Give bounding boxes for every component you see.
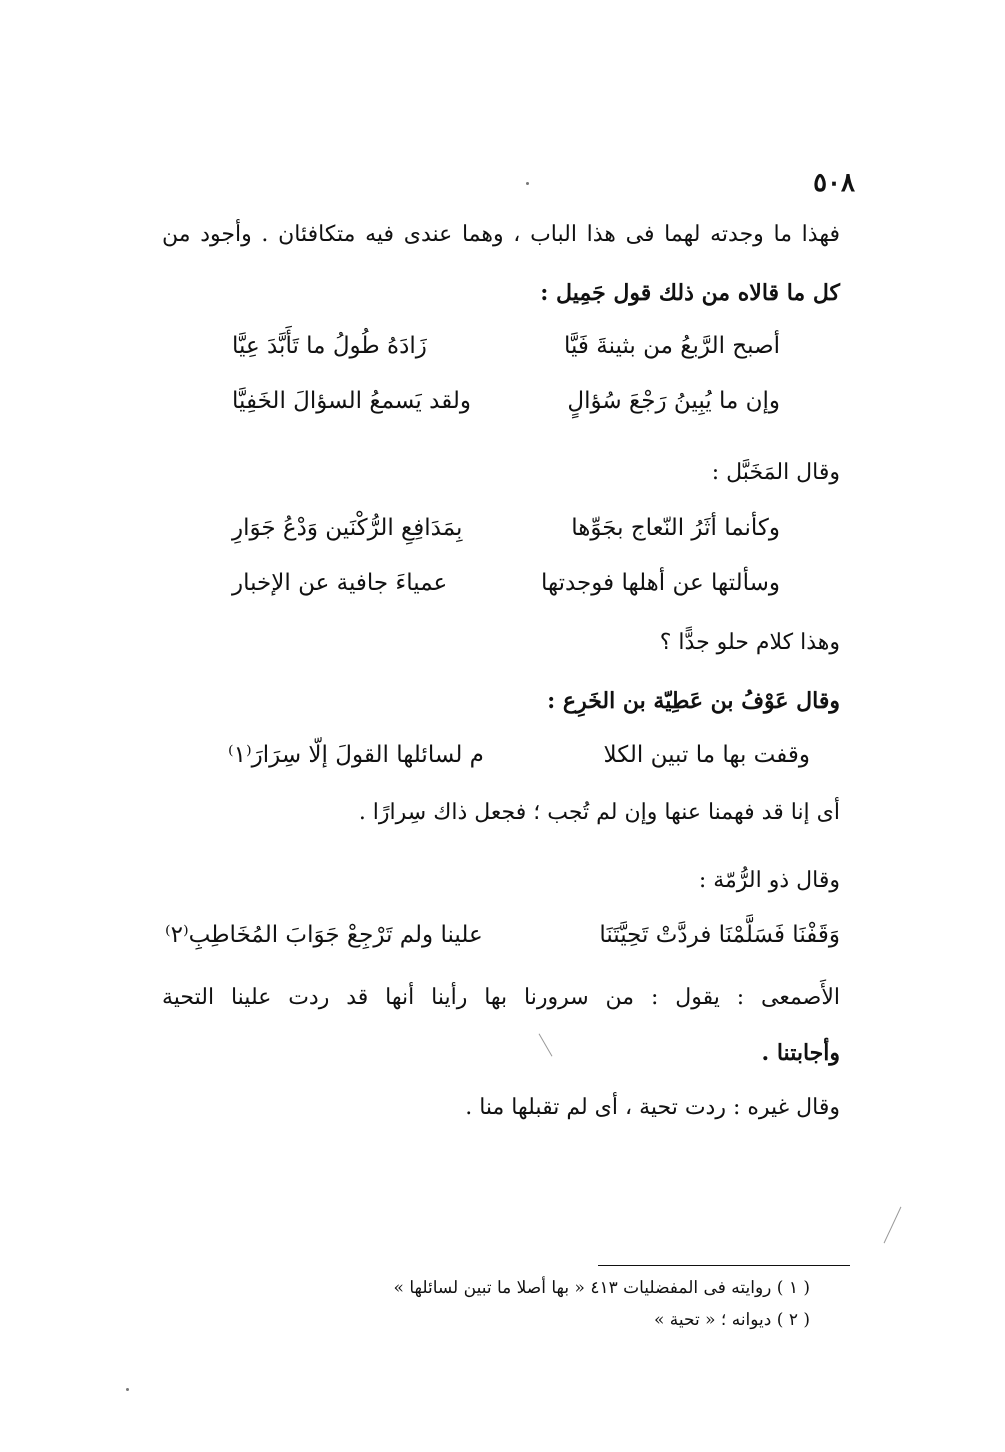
verse-6-right: وَقَفْنَا فَسَلَّمْنَا فردَّتْ تَحِيَّتَنَا bbox=[599, 922, 840, 948]
scan-speck bbox=[126, 1388, 129, 1391]
verse-1-right: أصبح الرَّبعُ من بثينةَ فَيَّا bbox=[563, 333, 780, 359]
verse-5-right: وقفت بها ما تبين الكلا bbox=[603, 742, 810, 768]
verse-4-right: وسألتها عن أهلها فوجدتها bbox=[540, 570, 780, 596]
verse-3-left: بِمَدَافِعِ الرُّكْنَين وَدْعُ جَوَارِ bbox=[232, 515, 463, 541]
verse-4-left: عمياءَ جافية عن الإخبار bbox=[232, 570, 448, 596]
scan-stroke bbox=[539, 1033, 553, 1056]
scan-speck bbox=[526, 182, 529, 185]
prose-line-1: فهذا ما وجدته لهما فى هذا الباب ، وهما عندى فيه متكافئان . وأجود من bbox=[162, 222, 840, 247]
footnote-1: ( ١ ) روايته فى المفضليات ٤١٣ « بها أصلا ما تبين لسائلها » bbox=[393, 1278, 810, 1298]
footnote-separator bbox=[598, 1265, 850, 1266]
scan-stroke bbox=[884, 1207, 902, 1244]
prose-line-10: وقال غيره : ردت تحية ، أى لم تقبلها منا . bbox=[465, 1095, 840, 1120]
prose-line-2: كل ما قالاه من ذلك قول جَمِيل : bbox=[540, 280, 840, 306]
verse-3-right: وكأنما أثَرُ النّعاج بجَوِّها bbox=[571, 515, 780, 541]
prose-line-5: وقال عَوْفُ بن عَطِيّة بن الخَرِع : bbox=[547, 688, 840, 714]
prose-line-6: أى إنا قد فهمنا عنها وإن لم تُجب ؛ فجعل ذاك سِرارًا . bbox=[358, 800, 840, 825]
verse-2-right: وإن ما يُبِينُ رَجْعَ سُؤالٍ bbox=[567, 388, 780, 414]
prose-line-9: وأجابتنا . bbox=[761, 1040, 840, 1066]
footnote-2: ( ٢ ) ديوانه ؛ « تحية » bbox=[653, 1310, 810, 1330]
verse-2-left: ولقد يَسمعُ السؤالَ الخَفِيَّا bbox=[232, 388, 471, 414]
page-number: ٥٠٨ bbox=[813, 168, 855, 198]
prose-line-3: وقال المَخَبَّل : bbox=[711, 460, 840, 485]
verse-5-left: م لسائلها القولَ إلّا سِرَارَ⁽١⁾ bbox=[228, 742, 484, 768]
verse-1-left: زَادَهُ طُولُ ما تَأَبَّدَ عِيَّا bbox=[232, 333, 427, 359]
prose-line-7: وقال ذو الرُّمّة : bbox=[698, 868, 840, 893]
prose-line-4: وهذا كلام حلو جدًّا ؟ bbox=[659, 630, 840, 655]
verse-6-left: علينا ولم تَرْجِعْ جَوَابَ المُخَاطِبِ⁽٢⁾ bbox=[165, 922, 483, 948]
prose-line-8: الأَصمعى : يقول : من سرورنا بها رأينا أنها قد ردت علينا التحية bbox=[162, 985, 840, 1010]
